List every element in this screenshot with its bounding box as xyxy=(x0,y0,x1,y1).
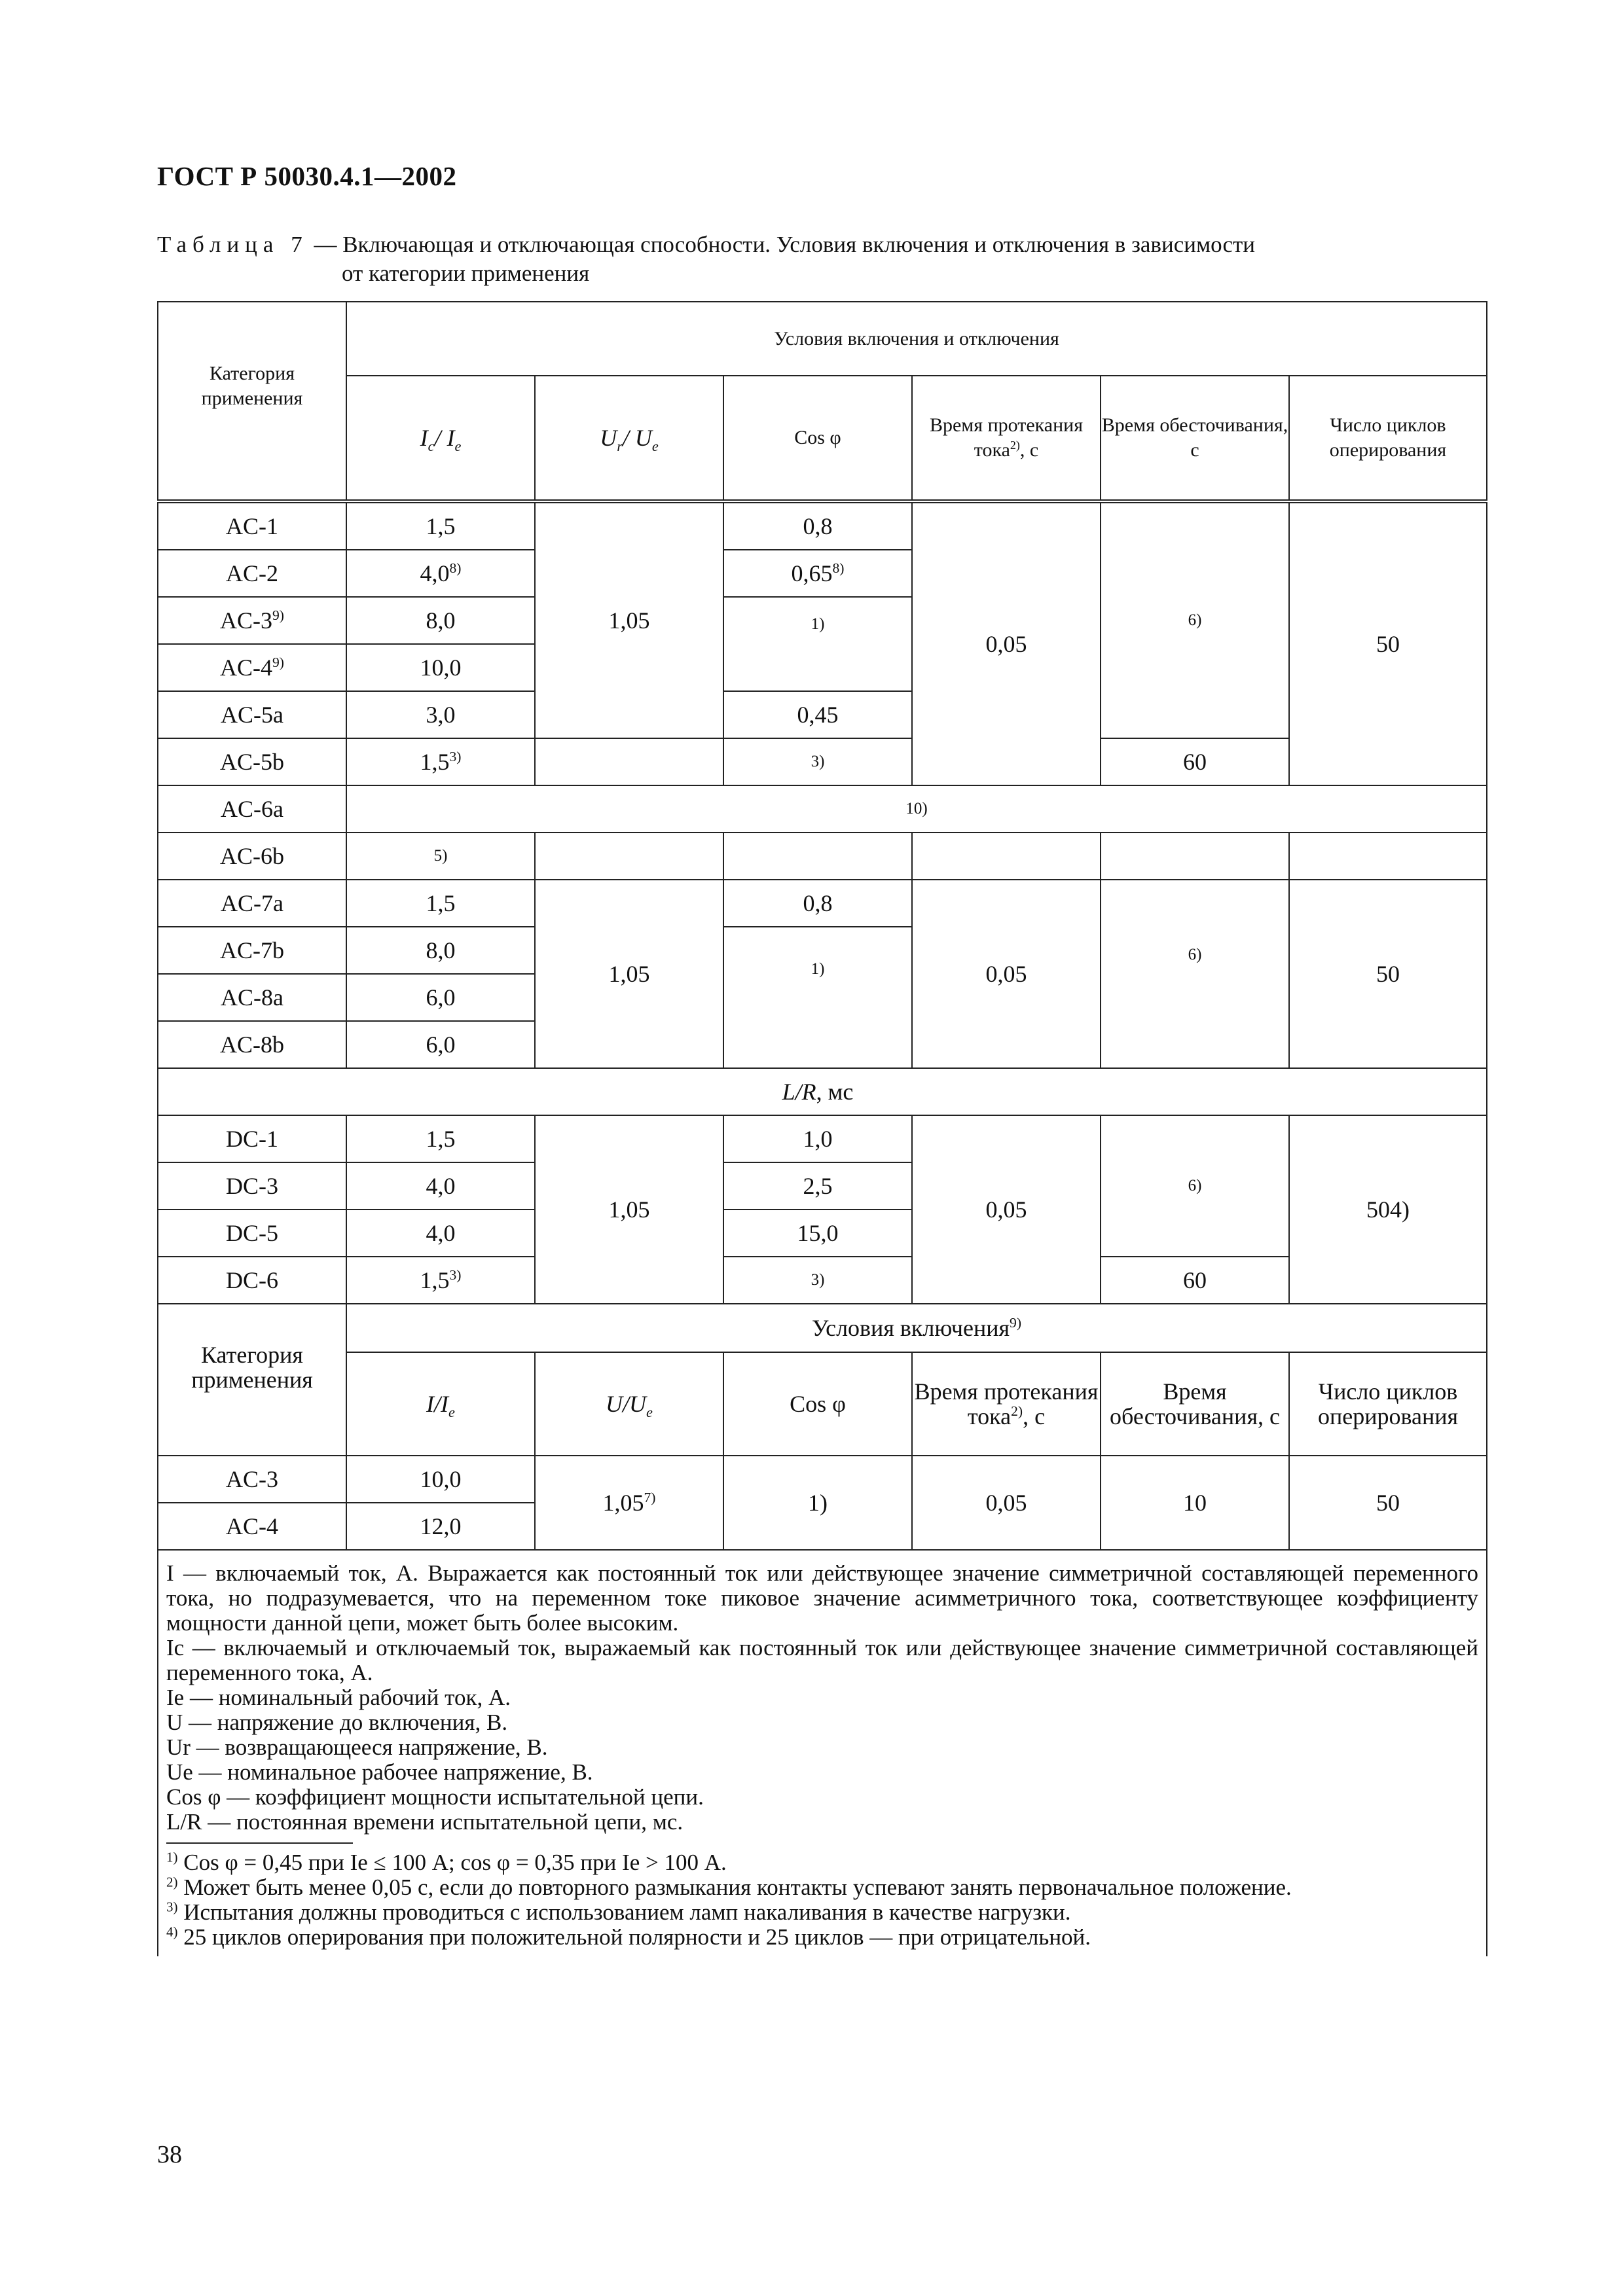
ic-fn: 8) xyxy=(449,560,462,576)
cell-cos: 0,8 xyxy=(723,880,912,927)
cell-category: AC-6b xyxy=(158,833,346,880)
cell-category: AC-1 xyxy=(158,501,346,550)
cell-cos: 0,45 xyxy=(723,691,912,738)
cos-fn: 8) xyxy=(832,560,845,576)
cell-category: AC-5b xyxy=(158,738,346,785)
category-value: AC-4 xyxy=(220,655,272,681)
cell-category: DC-6 xyxy=(158,1257,346,1304)
note-ur: Ur — возвращающееся напряжение, В. xyxy=(166,1734,548,1760)
cell-cycles: 50 xyxy=(1289,1456,1487,1550)
cell-category: AC-6a xyxy=(158,785,346,833)
cell-ic: 5) xyxy=(346,833,535,880)
table-row xyxy=(158,1456,1487,1503)
cell-flow-time: 0,05 xyxy=(912,501,1101,785)
cell-lr: 3) xyxy=(723,1257,912,1304)
document-header: ГОСТ Р 50030.4.1—2002 xyxy=(157,161,457,191)
cell-ic: 1,5 xyxy=(346,501,535,550)
header-deenergize-time-2: Время обесточивания, с xyxy=(1101,1352,1289,1456)
ic-value: 1,5 xyxy=(420,749,450,775)
cell-ic: 1,5 xyxy=(346,1115,535,1162)
ic-value: 4,0 xyxy=(420,560,450,586)
table-row xyxy=(158,880,1487,927)
cell-ur-ue: 1,05 xyxy=(535,880,723,1068)
header-category-2: Категория применения xyxy=(158,1304,346,1456)
table-row xyxy=(158,1257,1487,1304)
cell-ic: 6,0 xyxy=(346,1021,535,1068)
table-row xyxy=(158,501,1487,550)
cell-ic: 8,0 xyxy=(346,597,535,644)
cell-empty xyxy=(535,833,723,880)
cell-category: AC-7b xyxy=(158,927,346,974)
footnote-2-text: Может быть менее 0,05 с, если до повторного размыкания контакты успевают занять первоначальное положение. xyxy=(183,1874,1292,1900)
cell-empty xyxy=(912,1068,1487,1115)
cell-empty xyxy=(912,833,1101,880)
cell-category: DC-5 xyxy=(158,1210,346,1257)
cell-ic: 3,0 xyxy=(346,691,535,738)
header-flow-time-2 xyxy=(912,1352,1101,1456)
cell-ic: 4,0 xyxy=(346,1210,535,1257)
footnote-2: $^{2)}$ Может быть менее 0,05 с, если до повторного размыкания контакты успевают занять первоначальное положение. xyxy=(166,1874,1292,1900)
cell-category: AC-8a xyxy=(158,974,346,1021)
cell-deenergize: 60 xyxy=(1101,1257,1289,1304)
header-category: Категория применения xyxy=(158,302,346,501)
footnote-4: $^{4)}$ 25 циклов оперирования при положительной полярности и 25 циклов — при отрицательной. xyxy=(166,1924,1091,1950)
cell-ur-ue: 1,05 xyxy=(535,1115,723,1304)
cell-cos: 1) xyxy=(723,927,912,1068)
cell-category: AC-7a xyxy=(158,880,346,927)
cell-ic: 8,0 xyxy=(346,927,535,974)
cell-category: AC-5a xyxy=(158,691,346,738)
category-fn: 9) xyxy=(272,655,284,670)
flow-time-unit: , с xyxy=(1023,1403,1046,1429)
cell-cos: 3) xyxy=(723,738,912,785)
cell-ic xyxy=(346,738,535,785)
ic-fn: 3) xyxy=(449,749,462,764)
u-value: 1,05 xyxy=(602,1490,644,1516)
cell-u-ue xyxy=(535,1456,723,1550)
note-ic: Ic — включаемый и отключаемый ток, выражаемый как постоянный ток или действующее значение симметричной составляющей переменного тока, А. xyxy=(166,1635,1479,1685)
cell-lr: 15,0 xyxy=(723,1210,912,1257)
category-value: AC-3 xyxy=(220,607,272,634)
header-cos-phi-2: Cos φ xyxy=(723,1352,912,1456)
header-make-conditions xyxy=(346,1304,1487,1352)
cell-empty xyxy=(1289,833,1487,880)
note-u: U — напряжение до включения, В. xyxy=(166,1710,508,1735)
table-caption xyxy=(157,230,1486,288)
cell-lr: 1,0 xyxy=(723,1115,912,1162)
note-cos: Cos φ — коэффициент мощности испытательной цепи. xyxy=(166,1784,704,1810)
cell-flow-time: 0,05 xyxy=(912,1456,1101,1550)
cell-cycles: 504) xyxy=(1289,1115,1487,1304)
cell-ic: 10,0 xyxy=(346,644,535,691)
cell-empty xyxy=(158,1068,723,1115)
table-row xyxy=(158,738,1487,785)
cell-category xyxy=(158,597,346,644)
cell-category xyxy=(158,644,346,691)
cell-ic: 6,0 xyxy=(346,974,535,1021)
lr-header-row xyxy=(158,1068,1487,1115)
footnote-1: $^{1)}$ Cos φ = 0,45 при Ie ≤ 100 А; cos φ = 0,35 при Ie > 100 А. xyxy=(166,1849,727,1875)
header-i-ie: $I/I_e$ xyxy=(346,1352,535,1456)
caption-label: Таблица 7 xyxy=(157,232,308,257)
footnote-3-text: Испытания должны проводиться с использованием ламп накаливания в качестве нагрузки. xyxy=(183,1899,1071,1925)
ic-fn: 3) xyxy=(449,1267,462,1283)
cell-cycles: 50 xyxy=(1289,501,1487,785)
header-flow-time xyxy=(912,376,1101,501)
breaking-capacity-table xyxy=(157,301,1487,1956)
cell-cos: 1) xyxy=(723,597,912,691)
cell-category: DC-3 xyxy=(158,1162,346,1210)
cell-category: AC-3 xyxy=(158,1456,346,1503)
flow-time-fn: 2) xyxy=(1010,439,1020,452)
cell-deenergize: 6) xyxy=(1101,501,1289,738)
header-u-ue: $U/U_e$ xyxy=(535,1352,723,1456)
table-notes xyxy=(158,1550,1487,1956)
cell-flow-time: 0,05 xyxy=(912,880,1101,1068)
header-deenergize-time: Время обесточивания, с xyxy=(1101,376,1289,501)
cell-flow-time: 0,05 xyxy=(912,1115,1101,1304)
caption-line2: от категории применения xyxy=(342,260,590,286)
note-i: I — включаемый ток, А. Выражается как постоянный ток или действующее значение симметричной составляющей переменного тока, но подразумевается, что на переменном токе пиковое значение асимметричного тока, соответствующее коэффициенту мощности данной цепи, может быть более высоким. xyxy=(166,1560,1479,1636)
cell-merged-fn: 10) xyxy=(346,785,1487,833)
cell-cos: 1) xyxy=(723,1456,912,1550)
table-row xyxy=(158,785,1487,833)
u-fn: 7) xyxy=(644,1490,656,1505)
cell-category: DC-1 xyxy=(158,1115,346,1162)
cell-ic xyxy=(346,1257,535,1304)
cell-category: AC-8b xyxy=(158,1021,346,1068)
flow-time-label: Время протекания тока xyxy=(914,1378,1099,1429)
category-fn: 9) xyxy=(272,607,284,623)
cell-empty xyxy=(723,833,912,880)
cell-deenergize: 6) xyxy=(1101,880,1289,1068)
footnote-1-text: Cos φ = 0,45 при Ie ≤ 100 А; cos φ = 0,35 при Ie > 100 А. xyxy=(183,1850,727,1875)
cell-ic xyxy=(346,550,535,597)
note-lr: L/R — постоянная времени испытательной цепи, мс. xyxy=(166,1809,684,1835)
cell-cos: 0,8 xyxy=(723,501,912,550)
cell-ic: 4,0 xyxy=(346,1162,535,1210)
cell-lr-header: L/R, мс xyxy=(723,1068,912,1115)
cell-i: 10,0 xyxy=(346,1456,535,1503)
make-conditions-label: Условия включения xyxy=(811,1315,1010,1341)
flow-time-unit: , с xyxy=(1019,439,1039,461)
cell-cycles: 50 xyxy=(1289,880,1487,1068)
cos-value: 0,65 xyxy=(791,560,833,586)
page-number: 38 xyxy=(157,2141,182,2168)
header-ur-ue: $U_r/$ $U_e$ xyxy=(535,376,723,501)
header-op-cycles-2: Число циклов оперирования xyxy=(1289,1352,1487,1456)
footnote-3: $^{3)}$ Испытания должны проводиться с использованием ламп накаливания в качестве нагрузки. xyxy=(166,1899,1071,1925)
note-ie: Ie — номинальный рабочий ток, А. xyxy=(166,1685,511,1710)
footnote-4-text: 25 циклов оперирования при положительной полярности и 25 циклов — при отрицательной. xyxy=(183,1924,1091,1950)
cell-lr: 2,5 xyxy=(723,1162,912,1210)
ic-value: 1,5 xyxy=(420,1267,450,1293)
flow-time-label: Время протекания тока xyxy=(929,414,1084,461)
cell-deenergize: 6) xyxy=(1101,1115,1289,1257)
header-make-break-conditions: Условия включения и отключения xyxy=(346,302,1487,376)
cell-category: AC-2 xyxy=(158,550,346,597)
header-cos-phi: Cos φ xyxy=(723,376,912,501)
cell-deenergize: 60 xyxy=(1101,738,1289,785)
cell-category: AC-4 xyxy=(158,1503,346,1550)
cell-cos xyxy=(723,550,912,597)
cell-empty xyxy=(1101,833,1289,880)
caption-line1: — Включающая и отключающая способности. Условия включения и отключения в зависимости xyxy=(308,232,1256,257)
cell-deenergize: 10 xyxy=(1101,1456,1289,1550)
make-conditions-fn: 9) xyxy=(1010,1315,1022,1331)
cell-ur-ue: 1,05 xyxy=(535,501,723,738)
note-ue: Ue — номинальное рабочее напряжение, В. xyxy=(166,1759,593,1785)
cell-ic: 1,5 xyxy=(346,880,535,927)
flow-time-fn: 2) xyxy=(1011,1403,1023,1419)
header-op-cycles: Число циклов оперирования xyxy=(1289,376,1487,501)
table-row xyxy=(158,1115,1487,1162)
footnote-divider xyxy=(166,1842,353,1844)
table-row xyxy=(158,833,1487,880)
cell-ur-ue-empty xyxy=(535,738,723,785)
cell-i: 12,0 xyxy=(346,1503,535,1550)
header-ic-ie: $I_c/$ $I_e$ xyxy=(346,376,535,501)
